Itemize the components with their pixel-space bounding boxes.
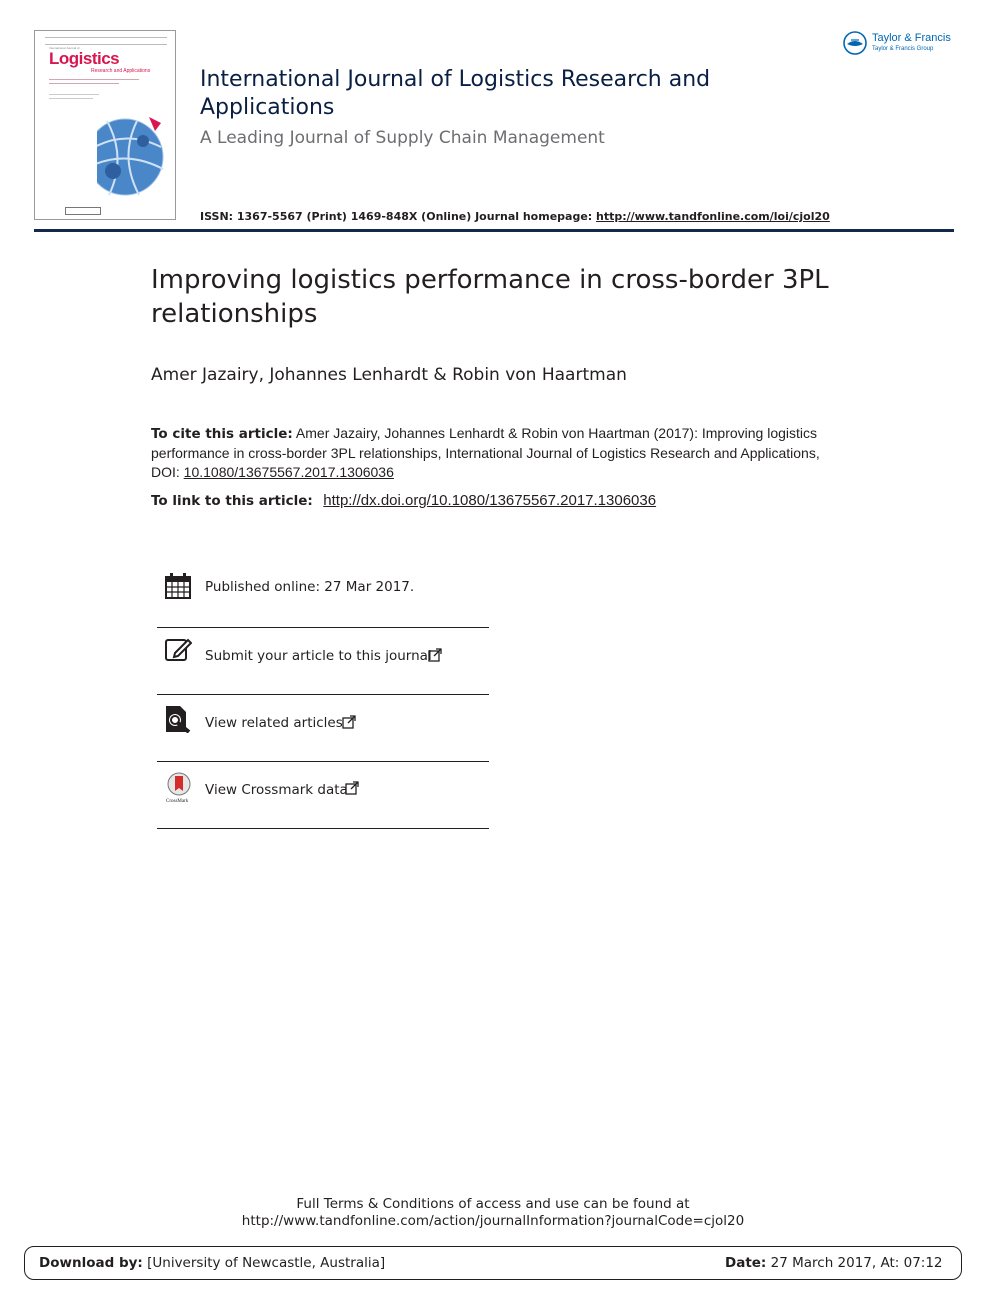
cover-line	[49, 94, 99, 95]
download-by	[39, 1255, 385, 1271]
submit-article-text[interactable]: Submit your article to this journal	[205, 648, 432, 664]
terms-notice	[0, 1196, 986, 1230]
cover-line	[49, 79, 139, 80]
cite-text: Amer Jazairy, Johannes Lenhardt & Robin von Haartman (2017): Improving logistics performance in cross-border 3PL relationships, International Journal of Logistics Research and Applications, DOI:	[151, 425, 820, 480]
edit-icon	[164, 636, 192, 664]
issn-line	[200, 210, 830, 223]
terms-url-link[interactable]: http://www.tandfonline.com/action/journalInformation?journalCode=cjol20	[241, 1213, 745, 1229]
journal-subtitle: A Leading Journal of Supply Chain Management	[200, 128, 605, 148]
published-date-text: Published online: 27 Mar 2017.	[205, 579, 415, 595]
crossmark-caption: CrossMark	[166, 799, 189, 804]
publisher-emblem-icon	[842, 30, 868, 56]
terms-line-1: Full Terms & Conditions of access and use can be found at	[296, 1196, 690, 1212]
article-title: Improving logistics performance in cross-border 3PL relationships	[151, 265, 829, 329]
download-label: Download by:	[39, 1255, 143, 1271]
download-date	[725, 1255, 943, 1271]
article-link-row	[151, 492, 656, 509]
calendar-icon	[164, 572, 192, 600]
date-value: 27 March 2017, At: 07:12	[770, 1255, 943, 1271]
published-online-item	[157, 563, 489, 629]
submit-article-item[interactable]	[157, 628, 489, 694]
cover-footer-logo	[65, 207, 101, 215]
link-label: To link to this article:	[151, 493, 313, 509]
citation-block	[151, 424, 851, 482]
download-value: [University of Newcastle, Australia]	[147, 1255, 386, 1271]
external-link-icon	[342, 715, 356, 729]
publisher-name: Taylor & Francis	[872, 32, 951, 44]
header-divider	[34, 229, 954, 232]
doi-link[interactable]: 10.1080/13675567.2017.1306036	[183, 464, 394, 480]
cover-title: Logistics	[49, 49, 120, 68]
taylor-francis-logo	[842, 30, 958, 56]
issn-text: ISSN: 1367-5567 (Print) 1469-848X (Online) Journal homepage:	[200, 210, 593, 223]
cover-globe-graphic	[97, 109, 176, 199]
external-link-icon	[345, 781, 359, 795]
cover-top-strip	[45, 37, 167, 45]
date-label: Date:	[725, 1255, 767, 1271]
publisher-group: Taylor & Francis Group	[872, 46, 934, 52]
article-authors: Amer Jazairy, Johannes Lenhardt & Robin von Haartman	[151, 365, 627, 385]
related-articles-text[interactable]: View related articles	[205, 715, 343, 731]
info-divider	[157, 828, 489, 829]
cover-line	[49, 98, 93, 99]
crossmark-item[interactable]	[157, 762, 489, 828]
crossmark-icon	[165, 772, 193, 800]
cite-label: To cite this article:	[151, 426, 293, 442]
journal-title: International Journal of Logistics Research and Applications	[200, 67, 711, 120]
search-document-icon	[164, 705, 192, 733]
journal-homepage-link[interactable]: http://www.tandfonline.com/loi/cjol20	[596, 210, 830, 223]
cover-subtitle: Research and Applications	[91, 68, 151, 74]
journal-cover-image	[34, 30, 176, 220]
download-info-bar	[24, 1246, 962, 1280]
external-link-icon	[428, 648, 442, 662]
article-url-link[interactable]: http://dx.doi.org/10.1080/13675567.2017.1306036	[323, 492, 657, 509]
related-articles-item[interactable]	[157, 695, 489, 761]
cover-line	[49, 83, 119, 84]
cover-tiny-text: International Journal of	[49, 46, 80, 50]
crossmark-text[interactable]: View Crossmark data	[205, 782, 348, 798]
